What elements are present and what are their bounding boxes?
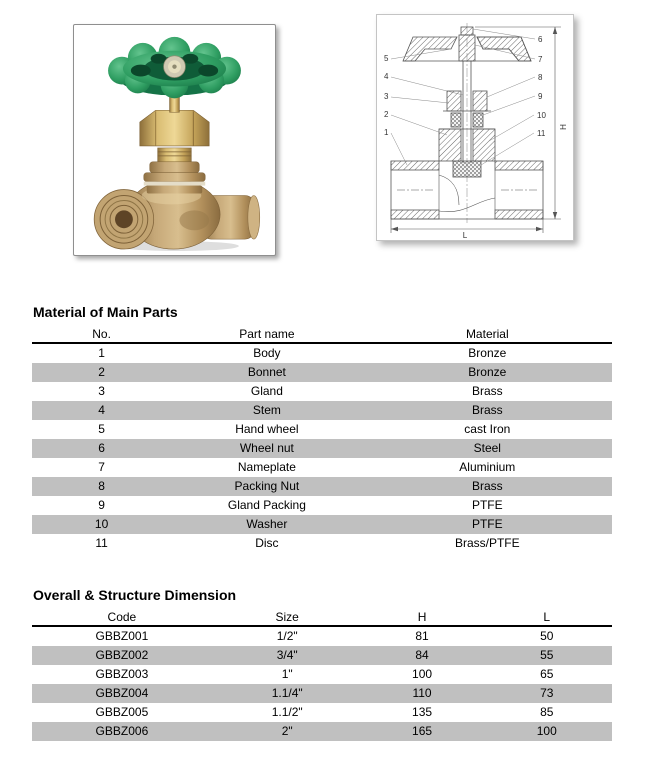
callout-label: 11 (537, 129, 546, 138)
column-header: No. (32, 326, 171, 343)
table-header-row (32, 326, 612, 343)
valve-photo-illustration (74, 25, 273, 253)
dimension-label-H: H (559, 124, 568, 130)
callout-label: 4 (384, 72, 389, 81)
materials-section (32, 304, 613, 553)
callout-label: 8 (538, 73, 543, 82)
callout-label: 2 (384, 110, 389, 119)
callout-label: 5 (384, 54, 389, 63)
column-header: Part name (171, 326, 362, 343)
table-row: 11 Disc Brass/PTFE (95, 536, 520, 550)
column-header: Size (212, 609, 363, 626)
table-row: 10 Washer PTFE (32, 515, 612, 534)
callout-label: 6 (538, 35, 543, 44)
dimensions-section (32, 587, 613, 741)
valve-bonnet (144, 148, 205, 194)
table-row: GBBZ001 1/2" 81 50 (95, 629, 554, 643)
product-photo (73, 24, 276, 256)
table-row: GBBZ004 1.1/4" 110 73 (32, 684, 612, 703)
table-row: GBBZ002 3/4" 84 55 (32, 646, 612, 665)
column-header: H (363, 609, 482, 626)
table-row: GBBZ005 1.1/2" 135 85 (95, 705, 554, 719)
dimension-label-L: L (462, 231, 468, 240)
callout-label: 3 (384, 92, 389, 101)
column-header: Material (363, 326, 612, 343)
packing-nut (140, 110, 209, 146)
table-header-row (32, 609, 612, 626)
table-row: GBBZ003 1" 100 65 (95, 667, 554, 681)
valve-diagram-illustration (377, 15, 573, 240)
column-header: L (481, 609, 612, 626)
table-row: 8 Packing Nut Brass (32, 477, 612, 496)
table-row: 9 Gland Packing PTFE (98, 498, 503, 512)
dimensions-title: Overall & Structure Dimension (33, 587, 237, 603)
materials-title: Material of Main Parts (33, 304, 178, 320)
hand-wheel (108, 37, 241, 98)
callout-label: 1 (384, 128, 389, 137)
callout-label: 7 (538, 55, 543, 64)
table-row: 4 Stem Brass (32, 401, 612, 420)
table-row: 5 Hand wheel cast Iron (98, 422, 511, 436)
materials-table (32, 326, 612, 553)
table-row: 2 Bonnet Bronze (32, 363, 612, 382)
structure-diagram (376, 14, 574, 241)
dimensions-table (32, 609, 612, 741)
table-row: 3 Gland Brass (98, 384, 503, 398)
table-row: 1 Body Bronze (98, 346, 507, 360)
callout-label: 10 (537, 111, 546, 120)
table-row: GBBZ006 2" 165 100 (32, 722, 612, 741)
table-row: 6 Wheel nut Steel (32, 439, 612, 458)
table-row: 7 Nameplate Aluminium (98, 460, 516, 474)
callout-label: 9 (538, 92, 543, 101)
column-header: Code (32, 609, 212, 626)
